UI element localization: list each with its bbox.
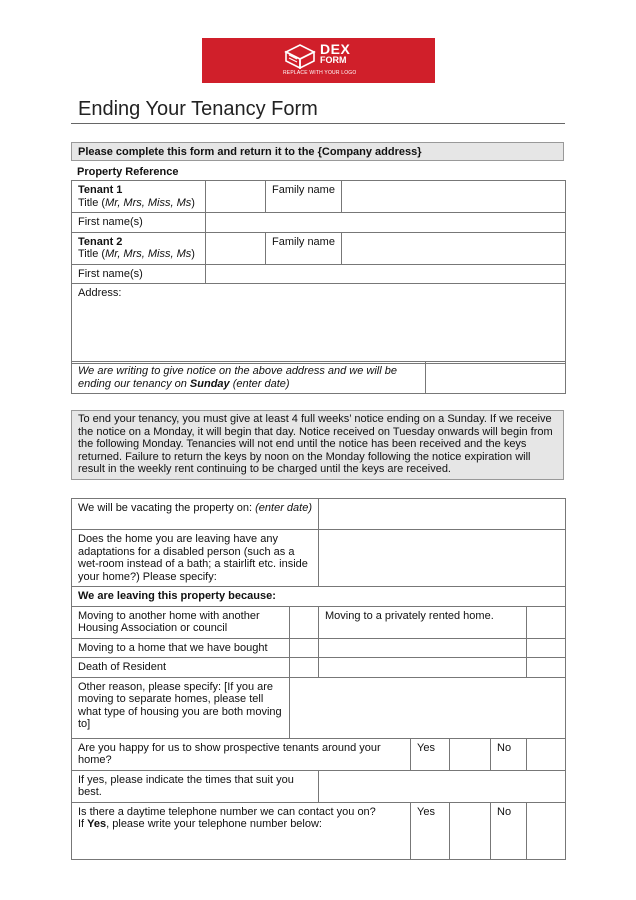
tenant2-title-label: Tenant 2 Title (Mr, Mrs, Miss, Ms): [72, 232, 206, 264]
logo-text-dex: DEX: [320, 41, 351, 57]
tenant2-first-names-label: First name(s): [72, 264, 206, 284]
reason-bought-checkbox[interactable]: [290, 638, 319, 658]
phone-question: Is there a daytime telephone number we can contact you on? If Yes, please write your telephone number below:: [72, 802, 411, 859]
tenant1-family-name-field[interactable]: [342, 181, 566, 213]
company-logo: [202, 38, 435, 83]
reason-private-rent-label: Moving to a privately rented home.: [319, 606, 527, 638]
blank-checkbox-2[interactable]: [527, 658, 566, 678]
phone-yes-checkbox[interactable]: [450, 802, 491, 859]
logo-box-icon: [284, 43, 316, 69]
leaving-reason-heading: We are leaving this property because:: [72, 587, 566, 607]
blank-reason-cell-1: [319, 638, 527, 658]
adaptations-field[interactable]: [319, 530, 566, 587]
tenant1-first-names-label: First name(s): [72, 213, 206, 233]
address-label: Address:: [78, 287, 122, 299]
blank-checkbox-1[interactable]: [527, 638, 566, 658]
tenant2-first-names-field[interactable]: [206, 264, 566, 284]
tenant2-family-name-field[interactable]: [342, 232, 566, 264]
reason-bought-label: Moving to a home that we have bought: [72, 638, 290, 658]
reason-housing-association-label: Moving to another home with another Housing Association or council: [72, 606, 290, 638]
show-tenants-yes-label: Yes: [411, 738, 450, 770]
phone-no-checkbox[interactable]: [527, 802, 566, 859]
notice-table: [71, 361, 566, 394]
tenant2-family-name-label: Family name: [266, 232, 342, 264]
adaptations-label: Does the home you are leaving have any adaptations for a disabled person (such as a wet-room instead of a bath; a stairlift etc. inside your home?) Please specify:: [72, 530, 319, 587]
tenancy-end-date-field[interactable]: [426, 362, 566, 394]
show-tenants-question: Are you happy for us to show prospective tenants around your home?: [72, 738, 411, 770]
vacating-date-field[interactable]: [319, 499, 566, 530]
reason-housing-association-checkbox[interactable]: [290, 606, 319, 638]
tenant1-family-name-label: Family name: [266, 181, 342, 213]
logo-tagline: REPLACE WITH YOUR LOGO: [283, 70, 357, 76]
address-field[interactable]: [72, 284, 566, 364]
property-reference-label: Property Reference: [77, 166, 179, 178]
blank-reason-cell-2: [319, 658, 527, 678]
show-tenants-no-label: No: [491, 738, 527, 770]
tenant1-title-field[interactable]: [206, 181, 266, 213]
logo-text-form: FORM: [320, 55, 347, 65]
reason-other-label: Other reason, please specify: [If you are moving to separate homes, please tell what type of housing you are both moving to]: [72, 677, 290, 738]
tenant1-first-names-field[interactable]: [206, 213, 566, 233]
show-tenants-yes-checkbox[interactable]: [450, 738, 491, 770]
vacating-date-label: We will be vacating the property on: (enter date): [72, 499, 319, 530]
reason-death-label: Death of Resident: [72, 658, 290, 678]
vacating-details-table: [71, 498, 566, 860]
phone-no-label: No: [491, 802, 527, 859]
instruction-bar: Please complete this form and return it to the {Company address}: [71, 142, 564, 161]
reason-other-field[interactable]: [290, 677, 566, 738]
reason-private-rent-checkbox[interactable]: [527, 606, 566, 638]
page-title: Ending Your Tenancy Form: [78, 98, 318, 120]
notice-info-box: To end your tenancy, you must give at least 4 full weeks’ notice ending on a Sunday. If we receive the notice on a Monday, it will begin that day. Notice received on Tuesday onwards will begin from the following Monday. Tenancies will not end until the notice has been received and the keys returned. Failure to return the keys by noon on the Monday following the notice expiration will result in the weekly rent continuing to be charged until the keys are received.: [71, 410, 564, 480]
reason-death-checkbox[interactable]: [290, 658, 319, 678]
tenant-details-table: [71, 180, 566, 364]
phone-yes-label: Yes: [411, 802, 450, 859]
viewing-times-label: If yes, please indicate the times that suit you best.: [72, 770, 319, 802]
title-divider: [71, 123, 565, 124]
tenant1-title-label: Tenant 1 Title (Mr, Mrs, Miss, Ms): [72, 181, 206, 213]
notice-statement: We are writing to give notice on the above address and we will be ending our tenancy on Sunday (enter date): [72, 362, 426, 394]
show-tenants-no-checkbox[interactable]: [527, 738, 566, 770]
viewing-times-field[interactable]: [319, 770, 566, 802]
tenant2-title-field[interactable]: [206, 232, 266, 264]
